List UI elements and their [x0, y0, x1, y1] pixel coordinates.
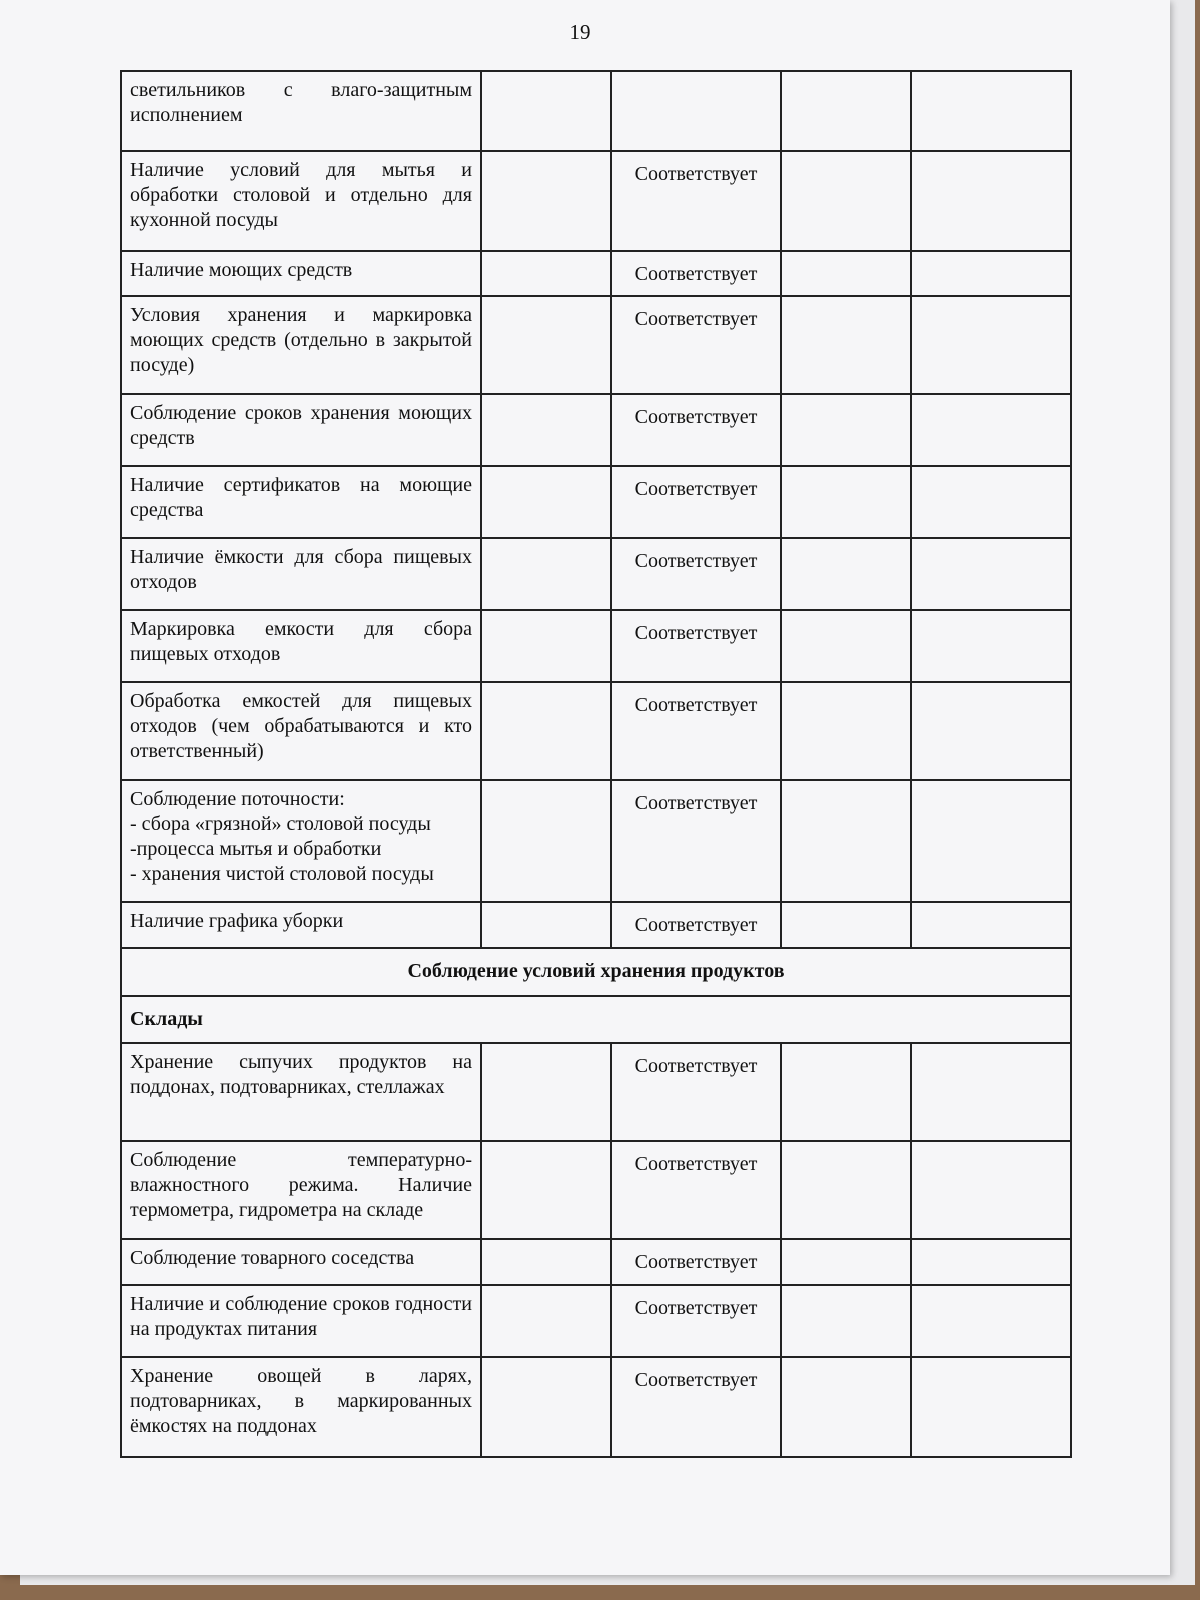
empty-cell	[481, 1357, 611, 1457]
empty-cell	[911, 151, 1071, 251]
empty-cell	[481, 71, 611, 151]
requirement-cell: Условия хранения и маркировка моющих средств (отдельно в закрытой посуде)	[121, 296, 481, 394]
table-row	[121, 780, 1071, 902]
empty-cell	[911, 1043, 1071, 1141]
empty-cell	[481, 1285, 611, 1357]
checklist-group-1	[121, 71, 1071, 1457]
empty-cell	[781, 251, 911, 296]
status-cell: Соответствует	[611, 1239, 781, 1285]
empty-cell	[481, 151, 611, 251]
requirement-cell: Обработка емкостей для пищевых отходов (чем обрабатываются и кто ответственный)	[121, 682, 481, 780]
empty-cell	[911, 682, 1071, 780]
empty-cell	[481, 682, 611, 780]
requirement-cell: Наличие графика уборки	[121, 902, 481, 948]
subsection-title: Склады	[121, 996, 1071, 1043]
status-cell: Соответствует	[611, 251, 781, 296]
status-cell: Соответствует	[611, 466, 781, 538]
empty-cell	[911, 71, 1071, 151]
requirement-cell: Наличие сертификатов на моющие средства	[121, 466, 481, 538]
status-cell: Соответствует	[611, 1285, 781, 1357]
empty-cell	[781, 394, 911, 466]
empty-cell	[481, 780, 611, 902]
status-cell: Соответствует	[611, 780, 781, 902]
empty-cell	[911, 1285, 1071, 1357]
status-cell: Соответствует	[611, 682, 781, 780]
requirement-cell: Соблюдение товарного соседства	[121, 1239, 481, 1285]
empty-cell	[781, 1239, 911, 1285]
status-cell: Соответствует	[611, 1141, 781, 1239]
empty-cell	[481, 902, 611, 948]
table-row	[121, 1357, 1071, 1457]
table-row	[121, 538, 1071, 610]
empty-cell	[781, 296, 911, 394]
table-row	[121, 1285, 1071, 1357]
requirement-cell: Наличие моющих средств	[121, 251, 481, 296]
requirement-cell: Наличие условий для мытья и обработки столовой и отдельно для кухонной посуды	[121, 151, 481, 251]
empty-cell	[911, 466, 1071, 538]
empty-cell	[781, 902, 911, 948]
empty-cell	[781, 780, 911, 902]
empty-cell	[481, 1141, 611, 1239]
empty-cell	[781, 610, 911, 682]
table-row	[121, 296, 1071, 394]
table-row	[121, 71, 1071, 151]
requirement-cell: Соблюдение поточности: - сбора «грязной» столовой посуды -процесса мытья и обработки - хранения чистой столовой посуды	[121, 780, 481, 902]
table-row	[121, 394, 1071, 466]
page-number: 19	[569, 20, 591, 44]
table-row	[121, 251, 1071, 296]
requirement-cell: Хранение сыпучих продуктов на поддонах, подтоварниках, стеллажах	[121, 1043, 481, 1141]
section-row	[121, 948, 1071, 996]
empty-cell	[481, 1043, 611, 1141]
status-cell: Соответствует	[611, 151, 781, 251]
requirement-cell: Хранение овощей в ларях, подтоварниках, в маркированных ёмкостях на поддонах	[121, 1357, 481, 1457]
empty-cell	[911, 538, 1071, 610]
empty-cell	[781, 466, 911, 538]
empty-cell	[781, 1285, 911, 1357]
empty-cell	[781, 682, 911, 780]
empty-cell	[481, 466, 611, 538]
empty-cell	[481, 251, 611, 296]
empty-cell	[781, 1043, 911, 1141]
table-row	[121, 682, 1071, 780]
empty-cell	[911, 610, 1071, 682]
table-row	[121, 902, 1071, 948]
empty-cell	[481, 394, 611, 466]
requirement-cell: Маркировка емкости для сбора пищевых отходов	[121, 610, 481, 682]
status-cell: Соответствует	[611, 902, 781, 948]
status-cell: Соответствует	[611, 394, 781, 466]
requirement-cell: Наличие и соблюдение сроков годности на продуктах питания	[121, 1285, 481, 1357]
empty-cell	[911, 1239, 1071, 1285]
table-row	[121, 610, 1071, 682]
status-cell: Соответствует	[611, 610, 781, 682]
table-row	[121, 151, 1071, 251]
empty-cell	[481, 538, 611, 610]
empty-cell	[781, 1141, 911, 1239]
empty-cell	[911, 296, 1071, 394]
empty-cell	[911, 251, 1071, 296]
empty-cell	[781, 1357, 911, 1457]
requirement-cell: Наличие ёмкости для сбора пищевых отходов	[121, 538, 481, 610]
empty-cell	[781, 538, 911, 610]
empty-cell	[781, 71, 911, 151]
empty-cell	[911, 1357, 1071, 1457]
subsection-row	[121, 996, 1071, 1043]
empty-cell	[481, 296, 611, 394]
requirement-cell: Соблюдение температурно-влажностного режима. Наличие термометра, гидрометра на складе	[121, 1141, 481, 1239]
requirement-cell: светильников с влаго-защитным исполнением	[121, 71, 481, 151]
empty-cell	[911, 902, 1071, 948]
inspection-checklist-table	[120, 70, 1072, 1458]
status-cell	[611, 71, 781, 151]
status-cell: Соответствует	[611, 1357, 781, 1457]
table-row	[121, 466, 1071, 538]
status-cell: Соответствует	[611, 538, 781, 610]
section-title: Соблюдение условий хранения продуктов	[121, 948, 1071, 996]
empty-cell	[911, 394, 1071, 466]
status-cell: Соответствует	[611, 1043, 781, 1141]
status-cell: Соответствует	[611, 296, 781, 394]
table-row	[121, 1239, 1071, 1285]
empty-cell	[781, 151, 911, 251]
table-row	[121, 1043, 1071, 1141]
empty-cell	[481, 1239, 611, 1285]
empty-cell	[911, 780, 1071, 902]
empty-cell	[481, 610, 611, 682]
requirement-cell: Соблюдение сроков хранения моющих средств	[121, 394, 481, 466]
empty-cell	[911, 1141, 1071, 1239]
table-row	[121, 1141, 1071, 1239]
